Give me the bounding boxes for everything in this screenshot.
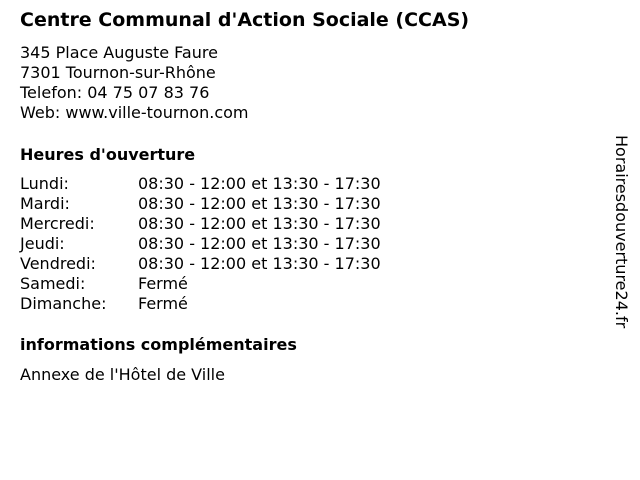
opening-hours-table bbox=[20, 174, 381, 314]
hours-time: 08:30 - 12:00 et 13:30 - 17:30 bbox=[138, 194, 381, 213]
additional-info-text: Annexe de l'Hôtel de Ville bbox=[20, 365, 225, 384]
address-block bbox=[20, 43, 248, 123]
hours-day: Jeudi: bbox=[20, 234, 65, 253]
address-street: 345 Place Auguste Faure bbox=[20, 43, 218, 62]
hours-row-friday bbox=[20, 254, 381, 274]
address-web: Web: www.ville-tournon.com bbox=[20, 103, 249, 122]
hours-time: 08:30 - 12:00 et 13:30 - 17:30 bbox=[138, 234, 381, 253]
hours-day: Samedi: bbox=[20, 274, 86, 293]
hours-row-wednesday bbox=[20, 214, 381, 234]
hours-time: Fermé bbox=[138, 294, 188, 313]
hours-day: Dimanche: bbox=[20, 294, 107, 313]
hours-day: Lundi: bbox=[20, 174, 69, 193]
hours-time: 08:30 - 12:00 et 13:30 - 17:30 bbox=[138, 214, 381, 233]
address-city: 7301 Tournon-sur-Rhône bbox=[20, 63, 216, 82]
hours-time: 08:30 - 12:00 et 13:30 - 17:30 bbox=[138, 174, 381, 193]
hours-row-sunday bbox=[20, 294, 381, 314]
hours-row-thursday bbox=[20, 234, 381, 254]
hours-row-saturday bbox=[20, 274, 381, 294]
hours-day: Vendredi: bbox=[20, 254, 96, 273]
hours-day: Mardi: bbox=[20, 194, 70, 213]
hours-day: Mercredi: bbox=[20, 214, 95, 233]
opening-hours-heading: Heures d'ouverture bbox=[20, 145, 196, 164]
page-title: Centre Communal d'Action Sociale (CCAS) bbox=[20, 9, 470, 31]
additional-info-heading: informations complémentaires bbox=[20, 335, 297, 354]
address-phone: Telefon: 04 75 07 83 76 bbox=[20, 83, 210, 102]
hours-row-tuesday bbox=[20, 194, 381, 214]
hours-time: Fermé bbox=[138, 274, 188, 293]
hours-row-monday bbox=[20, 174, 381, 194]
site-watermark: Horairesdouverture24.fr bbox=[612, 135, 631, 329]
hours-time: 08:30 - 12:00 et 13:30 - 17:30 bbox=[138, 254, 381, 273]
